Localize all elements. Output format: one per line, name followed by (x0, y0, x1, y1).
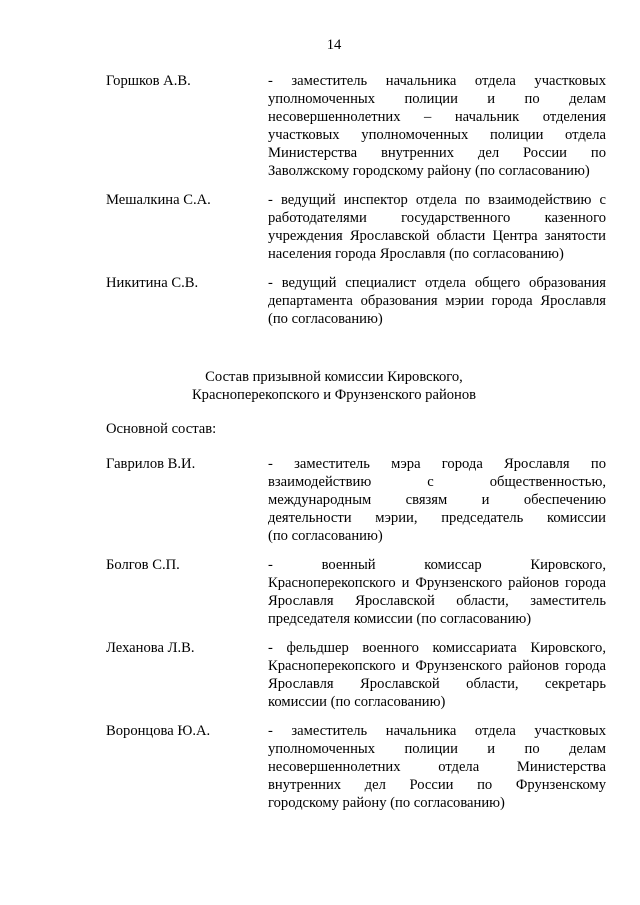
members-list-2 (106, 455, 606, 812)
member-entry-vorontsova (106, 722, 606, 812)
role-line: Заволжскому городскому району (по согласованию) (268, 163, 590, 179)
role-line: - заместитель начальника отдела участковых (268, 723, 606, 739)
member-role (268, 274, 606, 328)
role-line: несовершеннолетних – начальник отделения (268, 109, 606, 125)
member-entry-bolgov (106, 556, 606, 628)
member-entry-gavrilov (106, 455, 606, 545)
role-line: уполномоченных полиции и по делам (268, 741, 606, 757)
member-entry-gorshkov (106, 72, 606, 180)
member-role (268, 556, 606, 628)
role-line: работодателями государственного казенного (268, 210, 606, 226)
role-line: (по согласованию) (268, 311, 383, 327)
member-role (268, 72, 606, 180)
member-name: Болгов С.П. (106, 557, 180, 573)
member-role (268, 639, 606, 711)
role-line: Ярославля Ярославской области, секретарь (268, 676, 606, 692)
role-line: (по согласованию) (268, 528, 383, 544)
role-line: деятельности мэрии, председатель комиссии (268, 510, 606, 526)
role-line: взаимодействию с общественностью, (268, 474, 606, 490)
member-role (268, 191, 606, 263)
role-line: председателя комиссии (по согласованию) (268, 611, 532, 627)
member-entry-meshalkina (106, 191, 606, 263)
section-title-line: Состав призывной комиссии Кировского, (205, 369, 463, 385)
member-name: Гаврилов В.И. (106, 456, 196, 472)
role-line: - ведущий специалист отдела общего образования (268, 275, 606, 291)
role-line: - ведущий инспектор отдела по взаимодействию с (268, 192, 606, 208)
member-name: Воронцова Ю.А. (106, 723, 211, 739)
role-line: Красноперекопского и Фрунзенского районов города (268, 658, 606, 674)
role-line: комиссии (по согласованию) (268, 694, 446, 710)
role-line: учреждения Ярославской области Центра занятости (268, 228, 606, 244)
section-title (14, 368, 640, 404)
section-title-line: Красноперекопского и Фрунзенского районов (191, 387, 477, 403)
role-line: населения города Ярославля (по согласованию) (268, 246, 564, 262)
member-role (268, 722, 606, 812)
role-line: Красноперекопского и Фрунзенского районов города (268, 575, 606, 591)
role-line: международным связям и обеспечению (268, 492, 606, 508)
role-line: Министерства внутренних дел России по (268, 145, 606, 161)
member-entry-nikitina (106, 274, 606, 328)
role-line: несовершеннолетних отдела Министерства (268, 759, 606, 775)
member-name: Никитина С.В. (106, 275, 199, 291)
role-line: Ярославля Ярославской области, заместитель (268, 593, 606, 609)
member-name: Леханова Л.В. (106, 640, 195, 656)
role-line: - заместитель начальника отдела участковых (268, 73, 606, 89)
member-entry-lekhanova (106, 639, 606, 711)
member-name: Горшков А.В. (106, 73, 191, 89)
role-line: - заместитель мэра города Ярославля по (268, 456, 606, 472)
page-number: 14 (326, 37, 342, 53)
role-line: городскому району (по согласованию) (268, 795, 505, 811)
member-name: Мешалкина С.А. (106, 192, 211, 208)
role-line: - военный комиссар Кировского, (268, 557, 606, 573)
role-line: - фельдшер военного комиссариата Кировского, (268, 640, 606, 656)
role-line: внутренних дел России по Фрунзенскому (268, 777, 606, 793)
role-line: участковых уполномоченных полиции отдела (268, 127, 606, 143)
members-list-1 (106, 72, 606, 328)
member-role (268, 455, 606, 545)
role-line: уполномоченных полиции и по делам (268, 91, 606, 107)
main-composition-label: Основной состав: (106, 421, 217, 437)
role-line: департамента образования мэрии города Ярославля (268, 293, 606, 309)
